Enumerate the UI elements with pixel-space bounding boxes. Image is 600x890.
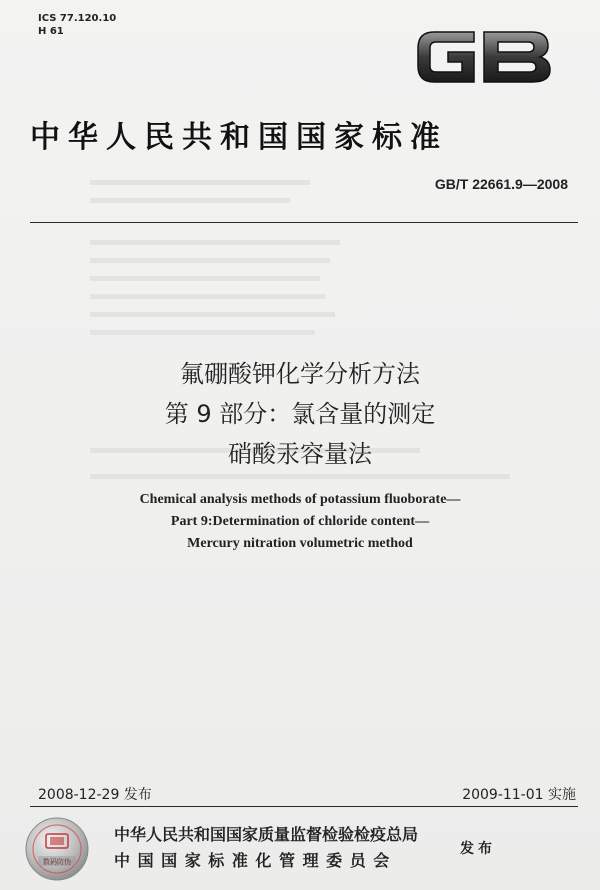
show-through-texture xyxy=(90,474,510,479)
gb-logo-icon xyxy=(412,22,554,90)
title-zh-line2: 第 9 部分：氯含量的测定 xyxy=(164,400,436,428)
show-through-texture xyxy=(90,294,325,299)
header-divider xyxy=(30,222,578,223)
svg-text:数码防伪: 数码防伪 xyxy=(43,858,71,866)
footer-divider xyxy=(30,806,578,807)
show-through-texture xyxy=(90,330,315,335)
title-en-line1: Chemical analysis methods of potassium fluoborate— xyxy=(139,492,461,507)
publish-label: 发布 xyxy=(460,841,496,857)
title-en-line2: Part 9:Determination of chloride content— xyxy=(170,514,430,529)
issuer-sac: 中 国 国 家 标 准 化 管 理 委 员 会 xyxy=(114,851,391,870)
standard-body-title: 中华人民共和国国家标准 xyxy=(30,120,448,155)
issue-date: 2008-12-29 发布 xyxy=(38,787,152,803)
show-through-texture xyxy=(90,258,330,263)
title-zh-line1: 氟硼酸钾化学分析方法 xyxy=(180,360,420,388)
anti-counterfeit-seal-icon xyxy=(24,816,90,882)
title-zh-line3: 硝酸汞容量法 xyxy=(228,440,372,468)
title-en-line3: Mercury nitration volumetric method xyxy=(187,536,413,551)
show-through-texture xyxy=(90,312,335,317)
implement-date: 2009-11-01 实施 xyxy=(462,787,576,803)
show-through-texture xyxy=(90,276,320,281)
show-through-texture xyxy=(90,180,310,185)
show-through-texture xyxy=(90,198,290,203)
standard-number: GB/T 22661.9—2008 xyxy=(434,176,568,192)
classification-codes xyxy=(38,12,116,38)
ics-code: ICS 77.120.10 xyxy=(38,13,117,24)
ccs-code: H 61 xyxy=(38,26,64,37)
show-through-texture xyxy=(90,240,340,245)
issuer-aqsiq: 中华人民共和国国家质量监督检验检疫总局 xyxy=(114,825,419,844)
